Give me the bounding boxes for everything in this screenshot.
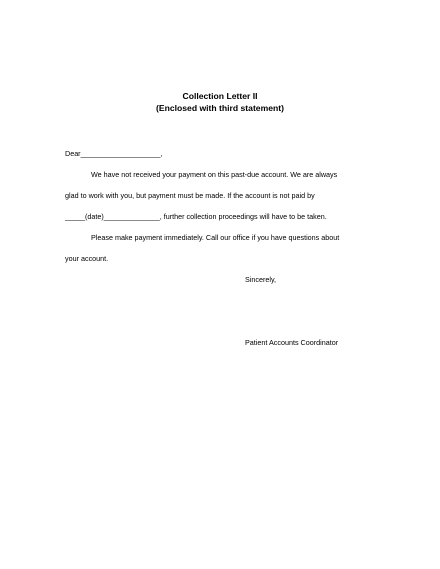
letter-subtitle: (Enclosed with third statement): [156, 103, 284, 113]
paragraph-2-line-2: your account.: [65, 254, 109, 263]
salutation: Dear____________________,: [65, 149, 163, 158]
paragraph-1-line-1: We have not received your payment on this past-due account. We are always: [91, 170, 338, 179]
paragraph-1-line-3: _____(date)______________, further collection proceedings will have to be taken.: [65, 212, 327, 221]
paragraph-2-line-1: Please make payment immediately. Call our office if you have questions about: [91, 233, 340, 242]
paragraph-1-line-2: glad to work with you, but payment must be made. If the account is not paid by: [65, 191, 315, 200]
signature-title: Patient Accounts Coordinator: [245, 338, 339, 347]
letter-title: Collection Letter II: [182, 91, 258, 101]
closing: Sincerely,: [245, 275, 277, 284]
